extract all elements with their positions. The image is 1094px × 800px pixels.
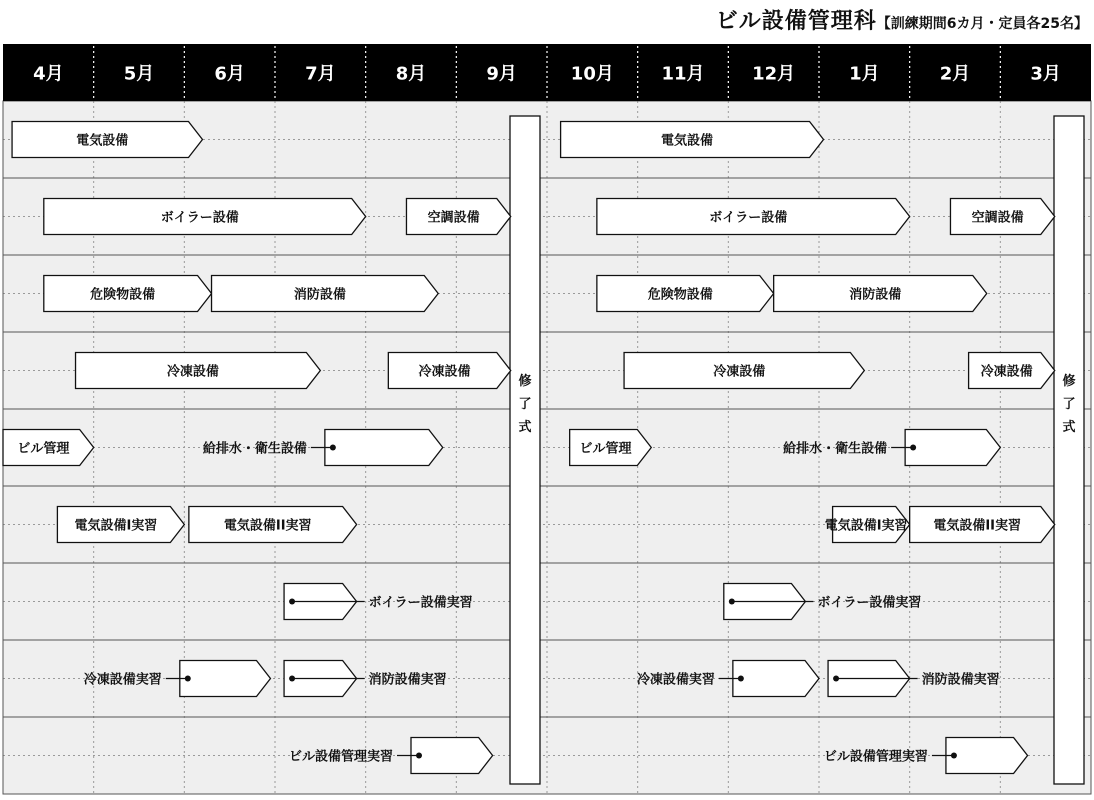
arrow-shape xyxy=(946,738,1028,774)
course-label: 危険物設備 xyxy=(647,287,713,303)
month-label: 1月 xyxy=(849,63,880,85)
course-label: 消防設備 xyxy=(293,287,346,303)
course-block xyxy=(76,353,321,389)
course-block xyxy=(44,199,366,235)
practice-label: 冷凍設備実習 xyxy=(636,672,715,688)
course-label: 空調設備 xyxy=(971,210,1024,226)
practice-label: ビル設備管理実習 xyxy=(288,749,393,765)
course-label: ボイラー設備 xyxy=(160,210,239,226)
month-label: 12月 xyxy=(752,63,796,85)
arrow-shape xyxy=(325,430,443,466)
month-label: 6月 xyxy=(214,63,245,85)
practice-label: 消防設備実習 xyxy=(921,672,1000,688)
course-term-info: 【訓練期間6カ月・定員各25名】 xyxy=(876,16,1088,32)
course-block xyxy=(950,199,1054,235)
arrow-shape xyxy=(733,661,819,697)
course-block xyxy=(910,507,1055,543)
month-label: 9月 xyxy=(486,63,517,85)
course-block xyxy=(57,507,184,543)
course-label: 消防設備 xyxy=(849,287,902,303)
course-label: 冷凍設備 xyxy=(166,364,219,380)
course-label: ビル管理 xyxy=(17,441,70,457)
course-block xyxy=(597,276,774,312)
course-label: 電気設備I実習 xyxy=(74,518,158,534)
month-label: 11月 xyxy=(661,63,705,85)
course-label: 電気設備 xyxy=(76,133,129,149)
practice-label: ボイラー設備実習 xyxy=(368,595,473,611)
course-label: 冷凍設備 xyxy=(418,364,471,380)
ceremony-box xyxy=(510,116,540,784)
month-label: 5月 xyxy=(123,63,155,85)
course-label: 電気設備II実習 xyxy=(933,518,1022,534)
month-label: 2月 xyxy=(939,63,971,85)
course-block xyxy=(624,353,864,389)
ceremony-column xyxy=(1054,116,1084,784)
practice-label: 消防設備実習 xyxy=(368,672,447,688)
course-block xyxy=(388,353,510,389)
course-block xyxy=(44,276,212,312)
month-label: 7月 xyxy=(305,63,336,85)
course-block xyxy=(825,507,910,543)
practice-label: ビル設備管理実習 xyxy=(823,749,928,765)
ceremony-char: 式 xyxy=(518,420,532,435)
course-label: 電気設備 xyxy=(661,133,714,149)
course-block xyxy=(561,122,824,158)
ceremony-char: 了 xyxy=(1062,397,1076,412)
course-label: ボイラー設備 xyxy=(709,210,788,226)
month-label: 10月 xyxy=(570,63,614,85)
course-block xyxy=(774,276,987,312)
ceremony-char: 修 xyxy=(518,374,532,389)
course-block xyxy=(3,430,94,466)
course-block xyxy=(597,199,910,235)
course-label: 冷凍設備 xyxy=(713,364,766,380)
course-block xyxy=(212,276,439,312)
course-label: 電気設備I実習 xyxy=(824,518,908,534)
practice-label: 給排水・衛生設備 xyxy=(783,441,888,457)
course-name: ビル設備管理科 xyxy=(715,9,877,34)
course-label: 危険物設備 xyxy=(90,287,156,303)
month-label: 4月 xyxy=(33,63,64,85)
month-label: 3月 xyxy=(1030,63,1061,85)
ceremony-box xyxy=(1054,116,1084,784)
ceremony-char: 式 xyxy=(1062,420,1076,435)
practice-label: 給排水・衛生設備 xyxy=(202,441,307,457)
ceremony-char: 了 xyxy=(518,397,532,412)
arrow-shape xyxy=(411,738,493,774)
course-label: 冷凍設備 xyxy=(980,364,1033,380)
course-block xyxy=(12,122,202,158)
course-label: 電気設備II実習 xyxy=(223,518,312,534)
course-block xyxy=(189,507,357,543)
ceremony-char: 修 xyxy=(1062,374,1076,389)
arrow-shape xyxy=(180,661,271,697)
course-block xyxy=(570,430,652,466)
month-label: 8月 xyxy=(395,63,427,85)
practice-label: 冷凍設備実習 xyxy=(83,672,162,688)
course-label: ビル管理 xyxy=(579,441,632,457)
course-block xyxy=(969,353,1055,389)
arrow-shape xyxy=(905,430,1000,466)
course-block xyxy=(406,199,510,235)
practice-label: ボイラー設備実習 xyxy=(817,595,922,611)
ceremony-column xyxy=(510,116,540,784)
course-label: 空調設備 xyxy=(427,210,480,226)
